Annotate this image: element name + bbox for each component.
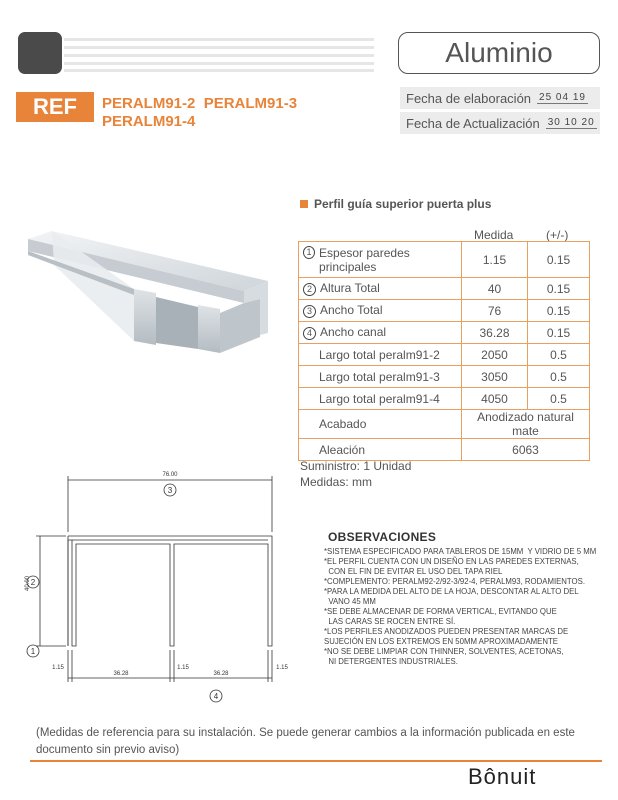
finish-label: Acabado: [299, 410, 462, 439]
table-row: [299, 242, 590, 278]
dim-total-width: 76.00: [162, 472, 178, 478]
update-label: Fecha de Actualización: [406, 115, 540, 131]
alloy-label: Aleación: [299, 439, 462, 461]
supply-info: [300, 458, 411, 490]
row-tolerance: 0.5: [528, 344, 590, 366]
row-value: 76: [462, 300, 528, 322]
row-tolerance: 0.15: [528, 278, 590, 300]
dim-thickness-middle: 1.15: [177, 665, 189, 671]
marker-3-icon: 3: [167, 486, 173, 495]
supply-measures: Medidas: mm: [300, 475, 373, 489]
row-tolerance: 0.15: [528, 300, 590, 322]
observation-line: *COMPLEMENTO: PERALM92-2/92-3/92-4, PERALM93, RODAMIENTOS.: [324, 577, 585, 586]
update-value: 30 10 20: [547, 117, 595, 128]
observation-line: *EL PERFIL CUENTA CON UN DISEÑO EN LAS PAREDES EXTERNAS,: [324, 557, 579, 566]
observation-line: *NO SE DEBE LIMPIAR CON THINNER, SOLVENTES, ACETONAS,: [324, 647, 564, 656]
dim-channel-left: 36.28: [113, 671, 129, 677]
table-row: [299, 300, 590, 322]
observation-line: *SISTEMA ESPECIFICADO PARA TABLEROS DE 15MM Y VIDRIO DE 5 MM: [324, 547, 597, 556]
table-row: [299, 322, 590, 344]
observations-list: [324, 547, 609, 667]
table-row: [299, 366, 590, 388]
row-label: Altura Total: [320, 281, 380, 296]
dim-thickness-left: 1.15: [52, 665, 64, 671]
elaboration-label: Fecha de elaboración: [406, 90, 532, 106]
row-tolerance: 0.15: [528, 242, 590, 278]
row-value: 36.28: [462, 322, 528, 344]
observation-line: SUJECIÓN EN LOS EXTREMOS EN 50MM APROXIMADAMENTE: [324, 637, 558, 646]
section-title: [300, 197, 491, 211]
col-measure: Medida: [474, 228, 514, 242]
table-row: [299, 278, 590, 300]
observation-line: *LOS PERFILES ANODIZADOS PUEDEN PRESENTAR MARCAS DE: [324, 627, 569, 636]
marker-1-icon: 1: [30, 647, 36, 656]
row-label: Ancho Total: [320, 303, 383, 318]
marker-1-icon: 1: [303, 246, 315, 259]
ref-codes: [102, 95, 362, 131]
dim-channel-right: 36.28: [213, 671, 229, 677]
marker-2-icon: 2: [30, 578, 36, 587]
observation-line: CON EL FIN DE EVITAR EL USO DEL TAPA RIEL: [324, 567, 503, 576]
spec-table: [298, 241, 590, 461]
row-label: Espesor paredes principales: [319, 245, 410, 274]
section-title-text: Perfil guía superior puerta plus: [314, 197, 492, 211]
update-date: [400, 112, 600, 134]
marker-2-icon: 2: [303, 283, 316, 296]
observation-line: LAS CARAS SE ROCEN ENTRE SÍ.: [324, 617, 456, 626]
header-stripes: [64, 36, 374, 72]
row-value: 40: [462, 278, 528, 300]
observation-line: *SE DEBE ALMACENAR DE FORMA VERTICAL, EVITANDO QUE: [324, 607, 557, 616]
row-value: 4050: [462, 388, 528, 410]
table-row: [299, 344, 590, 366]
marker-3-icon: 3: [303, 305, 316, 318]
table-row: [299, 388, 590, 410]
brand-logo: Bônuit: [468, 764, 537, 789]
elaboration-date: [400, 87, 600, 109]
ref-codes-line2: PERALM91-4: [102, 113, 196, 130]
col-tolerance: (+/-): [546, 228, 569, 242]
row-tolerance: 0.15: [528, 322, 590, 344]
dim-height: 40.00: [25, 575, 31, 591]
row-label: Largo total peralm91-2: [299, 344, 462, 366]
table-row: [299, 410, 590, 439]
dim-thickness-right: 1.15: [276, 665, 288, 671]
row-value: 2050: [462, 344, 528, 366]
row-label: Ancho canal: [320, 325, 387, 340]
row-label: Largo total peralm91-4: [299, 388, 462, 410]
row-label: Largo total peralm91-3: [299, 366, 462, 388]
observation-line: NI DETERGENTES INDUSTRIALES.: [324, 657, 458, 666]
observation-line: VANO 45 MM: [324, 597, 376, 606]
logo-square: [18, 32, 62, 74]
marker-4-icon: 4: [303, 327, 316, 340]
page-title: Aluminio: [398, 32, 600, 74]
elaboration-value: 25 04 19: [539, 92, 586, 103]
alloy-value: 6063: [462, 439, 590, 461]
supply-units: Suministro: 1 Unidad: [300, 459, 412, 473]
row-value: 1.15: [462, 242, 528, 278]
profile-image: [24, 225, 268, 355]
footer-divider: [30, 760, 602, 762]
disclaimer: (Medidas de referencia para su instalación. Se puede generar cambios a la información publicada en este documento sin previo aviso): [36, 727, 575, 756]
row-tolerance: 0.5: [528, 366, 590, 388]
technical-drawing: [18, 466, 296, 716]
finish-value: Anodizado natural mate: [462, 410, 590, 439]
row-tolerance: 0.5: [528, 388, 590, 410]
row-value: 3050: [462, 366, 528, 388]
marker-4-icon: 4: [213, 692, 219, 701]
observations-title: OBSERVACIONES: [328, 530, 437, 544]
ref-codes-line1: PERALM91-2 PERALM91-3: [102, 95, 298, 112]
ref-badge: REF: [16, 92, 94, 122]
observation-line: *PARA LA MEDIDA DEL ALTO DE LA HOJA, DESCONTAR AL ALTO DEL: [324, 587, 579, 596]
bullet-square-icon: [300, 200, 308, 208]
